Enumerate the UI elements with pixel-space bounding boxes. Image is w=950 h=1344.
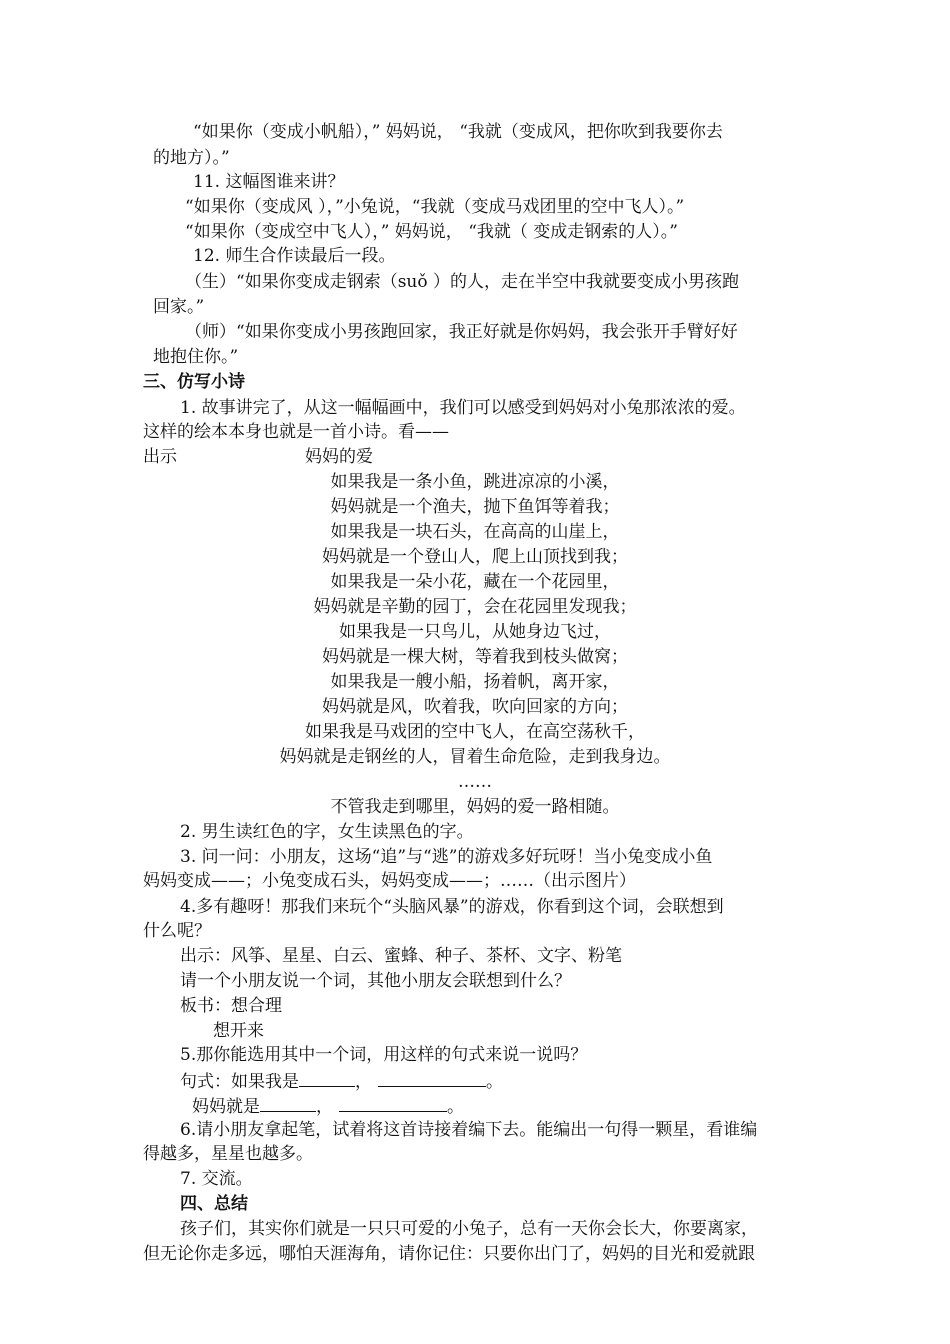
section-heading-4: 四、总结 [180,1194,248,1214]
poem-line: 如果我是一只鸟儿，从她身边飞过， [339,622,611,642]
paragraph-line: 1. 故事讲完了，从这一幅幅画中，我们可以感受到妈妈对小兔那浓浓的爱。 [180,398,746,418]
dialogue-line: 的地方）。” [153,148,230,168]
dialogue-line: 回家。” [153,297,205,317]
paragraph-line: 但无论你走多远，哪怕天涯海角，请你记住：只要你出门了，妈妈的目光和爱就跟 [143,1244,755,1264]
paragraph-line: 7. 交流。 [180,1169,253,1189]
poem-line: 妈妈就是一棵大树，等着我到枝头做窝； [322,647,628,667]
poem-line: 妈妈就是辛勤的园丁，会在花园里发现我； [313,597,637,617]
paragraph-line: 妈妈变成——；小兔变成石头，妈妈变成——；……（出示图片） [143,871,636,891]
sentence-pattern-1 [180,1068,503,1094]
dialogue-line: “如果你（变成风 ），”小兔说，“我就（变成马戏团里的空中飞人）。” [185,197,685,217]
paragraph-line: 3. 问一问：小朋友，这场“追”与“逃”的游戏多好玩呀！当小兔变成小鱼 [180,847,713,867]
board-note: 想开来 [213,1021,264,1041]
paragraph-line: 这样的绘本本身也就是一首小诗。看—— [143,422,449,442]
poem-line: 妈妈就是一个登山人，爬上山顶找到我； [322,547,628,567]
paragraph-line: 什么呢？ [143,921,211,941]
poem-title: 妈妈的爱 [305,447,373,467]
paragraph-line: 2. 男生读红色的字，女生读黑色的字。 [180,822,474,842]
pattern-text: 。 [486,1072,503,1092]
sentence-pattern-2 [192,1093,464,1119]
poem-line: 如果我是一条小鱼，跳进凉凉的小溪， [330,472,620,492]
poem-line: 妈妈就是一个渔夫，抛下鱼饵等着我； [330,497,620,517]
dialogue-line: 地抱住你。” [153,347,239,367]
pattern-text: 句式：如果我是 [180,1072,299,1092]
paragraph-line: 得越多，星星也越多。 [143,1144,313,1164]
poem-ellipsis: …… [458,772,492,792]
pattern-text: ， [316,1097,333,1117]
poem-line: 妈妈就是风，吹着我，吹向回家的方向； [322,697,628,717]
section-heading-3: 三、仿写小诗 [143,372,245,392]
poem-line: 不管我走到哪里，妈妈的爱一路相随。 [330,797,620,817]
paragraph-line: 6.请小朋友拿起笔，试着将这首诗接着编下去。能编出一句得一颗星，看谁编 [180,1120,758,1140]
fill-blank [260,1093,316,1112]
pattern-text: ， [355,1072,372,1092]
paragraph-line: 5.那你能选用其中一个词，用这样的句式来说一说吗？ [180,1045,588,1065]
dialogue-line: （师）“如果你变成小男孩跑回家，我正好就是你妈妈，我会张开手臂好好 [185,322,738,342]
pattern-text: 。 [447,1097,464,1117]
pattern-text: 妈妈就是 [192,1097,260,1117]
step-12: 12. 师生合作读最后一段。 [193,246,396,266]
fill-blank [378,1068,486,1087]
dialogue-line: “如果你（变成空中飞人），” 妈妈说， “我就（ 变成走钢索的人）。” [185,222,678,242]
paragraph-line: 出示：风筝、星星、白云、蜜蜂、种子、茶杯、文字、粉笔 [180,946,622,966]
poem-line: 如果我是一艘小船，扬着帆，离开家， [330,672,620,692]
poem-line: 妈妈就是走钢丝的人，冒着生命危险，走到我身边。 [279,747,671,767]
fill-blank [299,1068,355,1087]
paragraph-line: 4.多有趣呀！那我们来玩个“头脑风暴”的游戏，你看到这个词，会联想到 [180,897,724,917]
poem-line: 如果我是一块石头，在高高的山崖上， [330,522,620,542]
dialogue-line: （生）“如果你变成走钢索（suǒ ）的人，走在半空中我就要变成小男孩跑 [185,272,740,292]
show-label: 出示 [143,447,177,467]
step-11: 11. 这幅图谁来讲？ [193,172,345,192]
board-note: 板书：想合理 [180,996,282,1016]
poem-line: 如果我是一朵小花，藏在一个花园里， [330,572,620,592]
fill-blank [339,1093,447,1112]
paragraph-line: 请一个小朋友说一个词，其他小朋友会联想到什么？ [180,971,571,991]
dialogue-line: “如果你（变成小帆船），” 妈妈说， “我就（变成风，把你吹到我要你去 [193,122,723,142]
poem-line: 如果我是马戏团的空中飞人，在高空荡秋千， [305,722,645,742]
paragraph-line: 孩子们，其实你们就是一只只可爱的小兔子，总有一天你会长大，你要离家， [180,1219,758,1239]
